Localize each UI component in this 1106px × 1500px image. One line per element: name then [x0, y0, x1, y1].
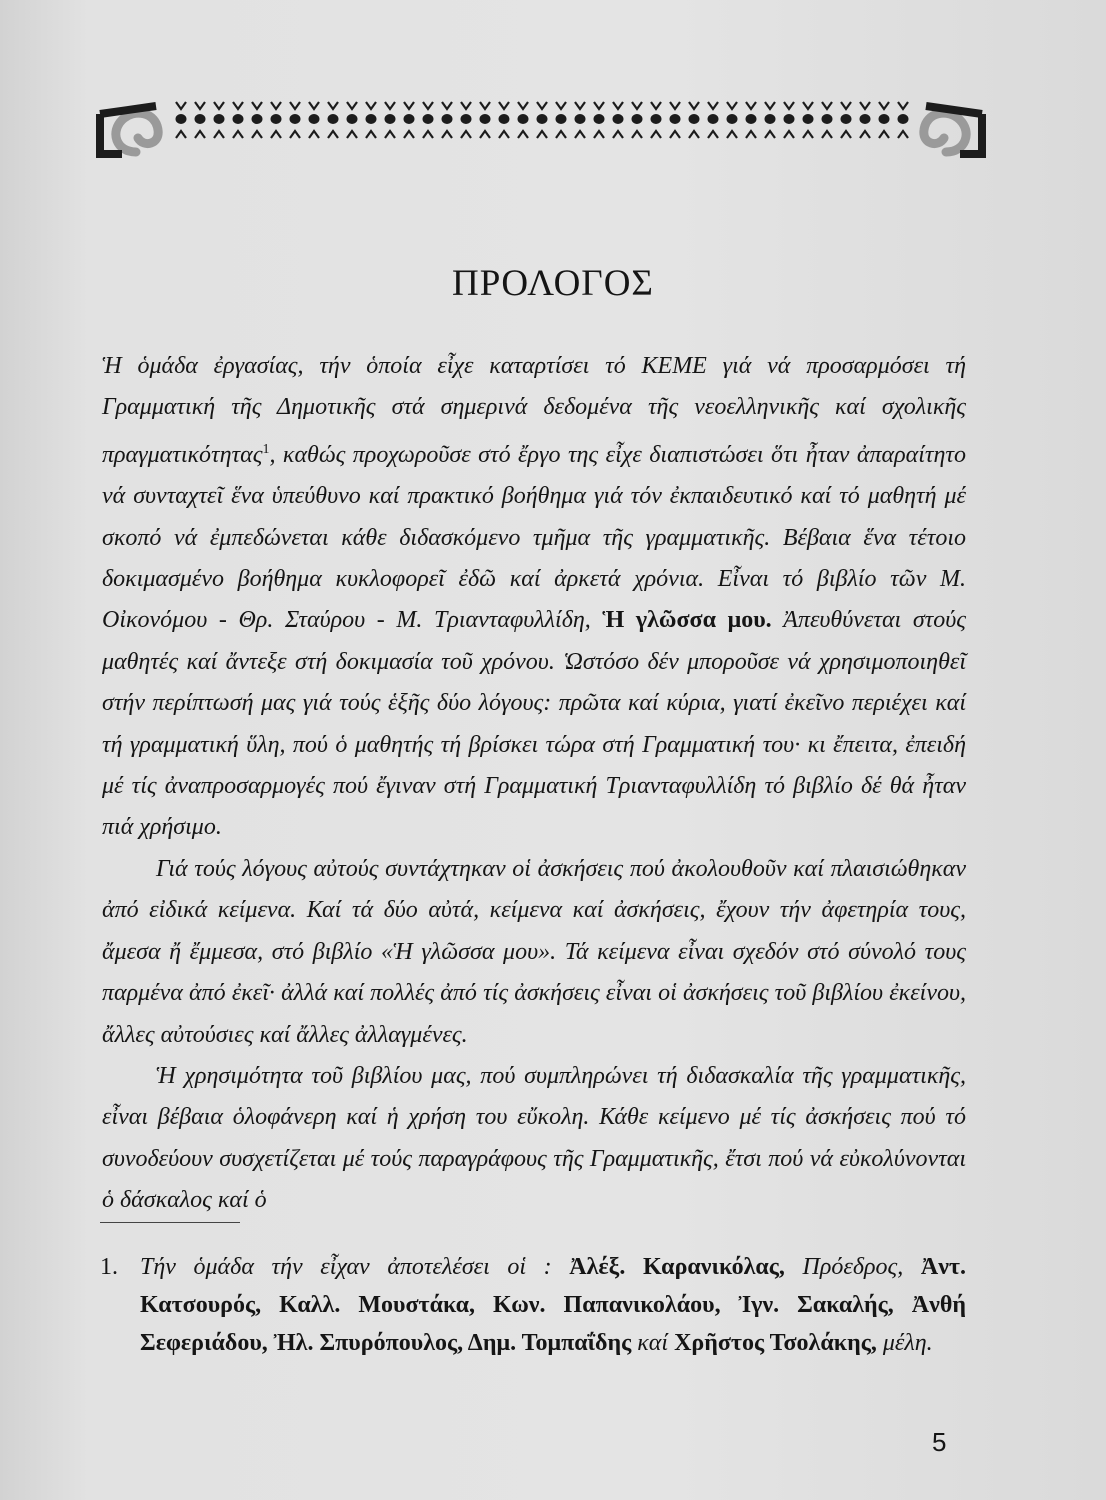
- ornament-chevron: [765, 102, 775, 109]
- ornament-bead: [423, 114, 434, 124]
- paragraph-3: Ἡ χρησιμότητα τοῦ βιβλίου μας, πού συμπληρώνει τή διδασκαλία τῆς γραμματικῆς, εἶναι βέβαια ὁλοφάνερη καί ἡ χρήση του εὔκολη. Κάθε κείμενο μέ τίς ἀσκήσεις πού τό συνοδεύουν συσχετίζεται μέ τούς παραγράφους τῆς Γραμματικῆς, ἔτσι πού νά εὐκολύνονται ὁ δάσκαλος καί ὁ: [102, 1062, 966, 1214]
- ornament-caret: [651, 131, 661, 138]
- ornament-caret: [366, 131, 376, 138]
- greek-meander-wave-ornament-icon: [96, 92, 986, 170]
- ornament-bead: [632, 114, 643, 124]
- ornament-chevron: [404, 102, 414, 109]
- ornament-bead: [290, 114, 301, 124]
- ornament-caret: [860, 131, 870, 138]
- ornament-bead: [347, 114, 358, 124]
- ornament-bead: [613, 114, 624, 124]
- ornament-bead: [214, 114, 225, 124]
- ornament-caret: [575, 131, 585, 138]
- ornament-chevron: [271, 102, 281, 109]
- ornament-bead: [309, 114, 320, 124]
- ornament-caret: [404, 131, 414, 138]
- ornament-caret: [499, 131, 509, 138]
- ornament-caret: [309, 131, 319, 138]
- ornament-bead: [860, 114, 871, 124]
- ornament-chevron: [537, 102, 547, 109]
- ornament-bead: [727, 114, 738, 124]
- ornament-caret: [594, 131, 604, 138]
- footnote-conjunction: καί: [631, 1330, 675, 1356]
- footnote-last-member: Χρῆστος Τσολάκης,: [674, 1330, 877, 1356]
- ornament-caret: [176, 131, 186, 138]
- footnote-divider: [100, 1222, 240, 1223]
- ornament-caret: [556, 131, 566, 138]
- ornament-chevron: [423, 102, 433, 109]
- ornament-chevron: [252, 102, 262, 109]
- ornament-bead: [518, 114, 529, 124]
- ornament-chevron: [480, 102, 490, 109]
- ornament-caret: [613, 131, 623, 138]
- footnote-members-role: μέλη.: [876, 1330, 933, 1356]
- ornament-bead: [822, 114, 833, 124]
- ornament-bead: [271, 114, 282, 124]
- ornament-chevron: [841, 102, 851, 109]
- ornament-caret: [252, 131, 262, 138]
- ornament-caret: [689, 131, 699, 138]
- footnote-reference: 1: [262, 441, 270, 457]
- ornament-caret: [898, 131, 908, 138]
- footnote-members: Ἀντ. Κατσουρός, Καλλ. Μουστάκα, Κων. Παπανικολάου, Ἰγν. Σακαλής, Ἀνθή Σεφεριάδου, Ἠλ. Σπυρόπουλος, Δημ. Τομπαΐδης: [140, 1254, 966, 1356]
- ornament-caret: [271, 131, 281, 138]
- ornament-chevron: [328, 102, 338, 109]
- ornament-caret: [290, 131, 300, 138]
- footnote-number: 1.: [100, 1254, 118, 1280]
- ornament-bead: [195, 114, 206, 124]
- ornament-chevron: [689, 102, 699, 109]
- ornament-chevron: [195, 102, 205, 109]
- ornament-bead: [765, 114, 776, 124]
- ornament-bead: [651, 114, 662, 124]
- ornament-bead: [841, 114, 852, 124]
- ornament-chevron: [461, 102, 471, 109]
- ornament-chevron: [556, 102, 566, 109]
- ornament-bead: [575, 114, 586, 124]
- ornament-chevron: [879, 102, 889, 109]
- footnote: [100, 1248, 966, 1362]
- ornament-chevron: [727, 102, 737, 109]
- ornament-chevron: [518, 102, 528, 109]
- ornament-chevron: [385, 102, 395, 109]
- preface-body: [102, 346, 966, 1222]
- ornament-bead: [556, 114, 567, 124]
- ornament-bead: [784, 114, 795, 124]
- ornament-caret: [841, 131, 851, 138]
- ornament-bead: [328, 114, 339, 124]
- ornament-caret: [765, 131, 775, 138]
- ornament-caret: [879, 131, 889, 138]
- ornament-caret: [518, 131, 528, 138]
- ornament-caret: [385, 131, 395, 138]
- ornament-chevron: [176, 102, 186, 109]
- ornament-caret: [803, 131, 813, 138]
- ornament-bead: [879, 114, 890, 124]
- footnote-chair-role: Πρόεδρος,: [784, 1254, 921, 1280]
- paragraph-1-part-b: , καθώς προχωροῦσε στό ἔργο της εἶχε διαπιστώσει ὅτι ἦταν ἀπαραίτητο νά συνταχτεῖ ἕνα ὑπεύθυνο καί πρακτικό βοήθημα γιά τόν ἐκπαιδευτικό καί τό μαθητή μέ σκοπό νά ἐμπεδώνεται κάθε διδασκόμενο τμῆμα τῆς γραμματικῆς. Βέβαια ἕνα τέτοιο δοκιμασμένο βοήθημα κυκλοφορεῖ ἐδῶ καί ἀρκετά χρόνια. Εἶναι τό βιβλίο τῶν Μ. Οἰκονόμου - Θρ. Σταύρου - Μ. Τριανταφυλλίδη,: [102, 441, 966, 634]
- ornament-chevron: [822, 102, 832, 109]
- ornament-chevron: [594, 102, 604, 109]
- ornament-bead: [404, 114, 415, 124]
- ornament-chevron: [803, 102, 813, 109]
- ornament-chevron: [309, 102, 319, 109]
- ornament-chevron: [898, 102, 908, 109]
- ornament-chevron: [746, 102, 756, 109]
- paragraph-1-part-a: Ἡ ὁμάδα ἐργασίας, τήν ὁποία εἶχε καταρτίσει τό ΚΕΜΕ γιά νά προσαρμόσει τή Γραμματική τῆς Δημοτικῆς στά σημερινά δεδομένα τῆς νεοελληνικῆς καί σχολικῆς πραγματικότητας: [102, 353, 966, 468]
- ornament-chevron: [708, 102, 718, 109]
- ornament-chevron: [860, 102, 870, 109]
- ornament-bead: [385, 114, 396, 124]
- ornament-chevron: [499, 102, 509, 109]
- paragraph-1: [102, 346, 966, 849]
- ornament-bead: [537, 114, 548, 124]
- ornament-caret: [214, 131, 224, 138]
- ornament-caret: [708, 131, 718, 138]
- ornament-caret: [822, 131, 832, 138]
- ornament-chevron: [575, 102, 585, 109]
- page-title: ΠΡΟΛΟΓΟΣ: [452, 263, 654, 304]
- footnote-intro: Τήν ὁμάδα τήν εἶχαν ἀποτελέσει οἱ :: [140, 1254, 570, 1280]
- ornament-caret: [746, 131, 756, 138]
- ornament-chevron: [442, 102, 452, 109]
- footnote-chair-name: Ἀλέξ. Καρανικόλας,: [569, 1254, 785, 1280]
- ornament-bead: [252, 114, 263, 124]
- ornament-bead: [803, 114, 814, 124]
- ornament-chevron: [233, 102, 243, 109]
- paragraph-2: Γιά τούς λόγους αὐτούς συντάχτηκαν οἱ ἀσκήσεις πού ἀκολουθοῦν καί πλαισιώθηκαν ἀπό εἰδικά κείμενα. Καί τά δύο αὐτά, κείμενα καί ἀσκήσεις, ἔχουν τήν ἀφετηρία τους, ἄμεσα ἤ ἔμμεσα, στό βιβλίο «Ἡ γλῶσσα μου». Τά κείμενα εἶναι σχεδόν στό σύνολό τους παρμένα ἀπό ἐκεῖ· ἀλλά καί πολλές ἀπό τίς ἀσκήσεις εἶναι οἱ ἀσκήσεις τοῦ βιβλίου ἐκείνου, ἄλλες αὐτούσιες καί ἄλλες ἀλλαγμένες.: [102, 855, 966, 1048]
- ornament-caret: [233, 131, 243, 138]
- ornament-bead: [233, 114, 244, 124]
- ornament-bead: [442, 114, 453, 124]
- ornament-caret: [784, 131, 794, 138]
- ornament-chevron: [784, 102, 794, 109]
- ornament-caret: [727, 131, 737, 138]
- ornament-chevron: [670, 102, 680, 109]
- ornament-chevron: [366, 102, 376, 109]
- ornament-caret: [632, 131, 642, 138]
- ornament-bead: [461, 114, 472, 124]
- ornament-bead: [594, 114, 605, 124]
- ornament-bead: [499, 114, 510, 124]
- ornament-bead: [708, 114, 719, 124]
- ornament-caret: [347, 131, 357, 138]
- ornament-caret: [670, 131, 680, 138]
- ornament-caret: [328, 131, 338, 138]
- ornament-bead: [670, 114, 681, 124]
- page-number: 5: [932, 1427, 947, 1457]
- ornament-chevron: [651, 102, 661, 109]
- ornament-caret: [423, 131, 433, 138]
- ornament-bead: [689, 114, 700, 124]
- ornament-bead: [480, 114, 491, 124]
- ornament-chevron: [214, 102, 224, 109]
- paragraph-1-part-c: Ἀπευθύνεται στούς μαθητές καί ἄντεξε στή δοκιμασία τοῦ χρόνου. Ὡστόσο δέν μποροῦσε νά χρησιμοποιηθεῖ στήν περίπτωσή μας γιά τούς ἑξῆς δύο λόγους: πρῶτα καί κύρια, γιατί ἐκεῖνο περιέχει καί τή γραμματική ὕλη, πού ὁ μαθητής τή βρίσκει τώρα στή Γραμματική του· κι ἔπειτα, ἐπειδή μέ τίς ἀναπροσαρμογές πού ἔγιναν στή Γραμματική Τριανταφυλλίδη τό βιβλίο δέ θά ἦταν πιά χρήσιμο.: [102, 607, 967, 841]
- ornament-bead: [176, 114, 187, 124]
- ornament-caret: [537, 131, 547, 138]
- ornament-bead: [898, 114, 909, 124]
- book-title: Ἡ γλῶσσα μου.: [602, 607, 772, 634]
- footnote-text: [140, 1248, 966, 1362]
- ornament-bead: [366, 114, 377, 124]
- ornament-caret: [195, 131, 205, 138]
- ornament-chevron: [347, 102, 357, 109]
- ornament-chevron: [290, 102, 300, 109]
- ornament-bead: [746, 114, 757, 124]
- ornament-caret: [461, 131, 471, 138]
- ornament-chevron: [632, 102, 642, 109]
- ornament-caret: [480, 131, 490, 138]
- ornament-chevron: [613, 102, 623, 109]
- ornament-caret: [442, 131, 452, 138]
